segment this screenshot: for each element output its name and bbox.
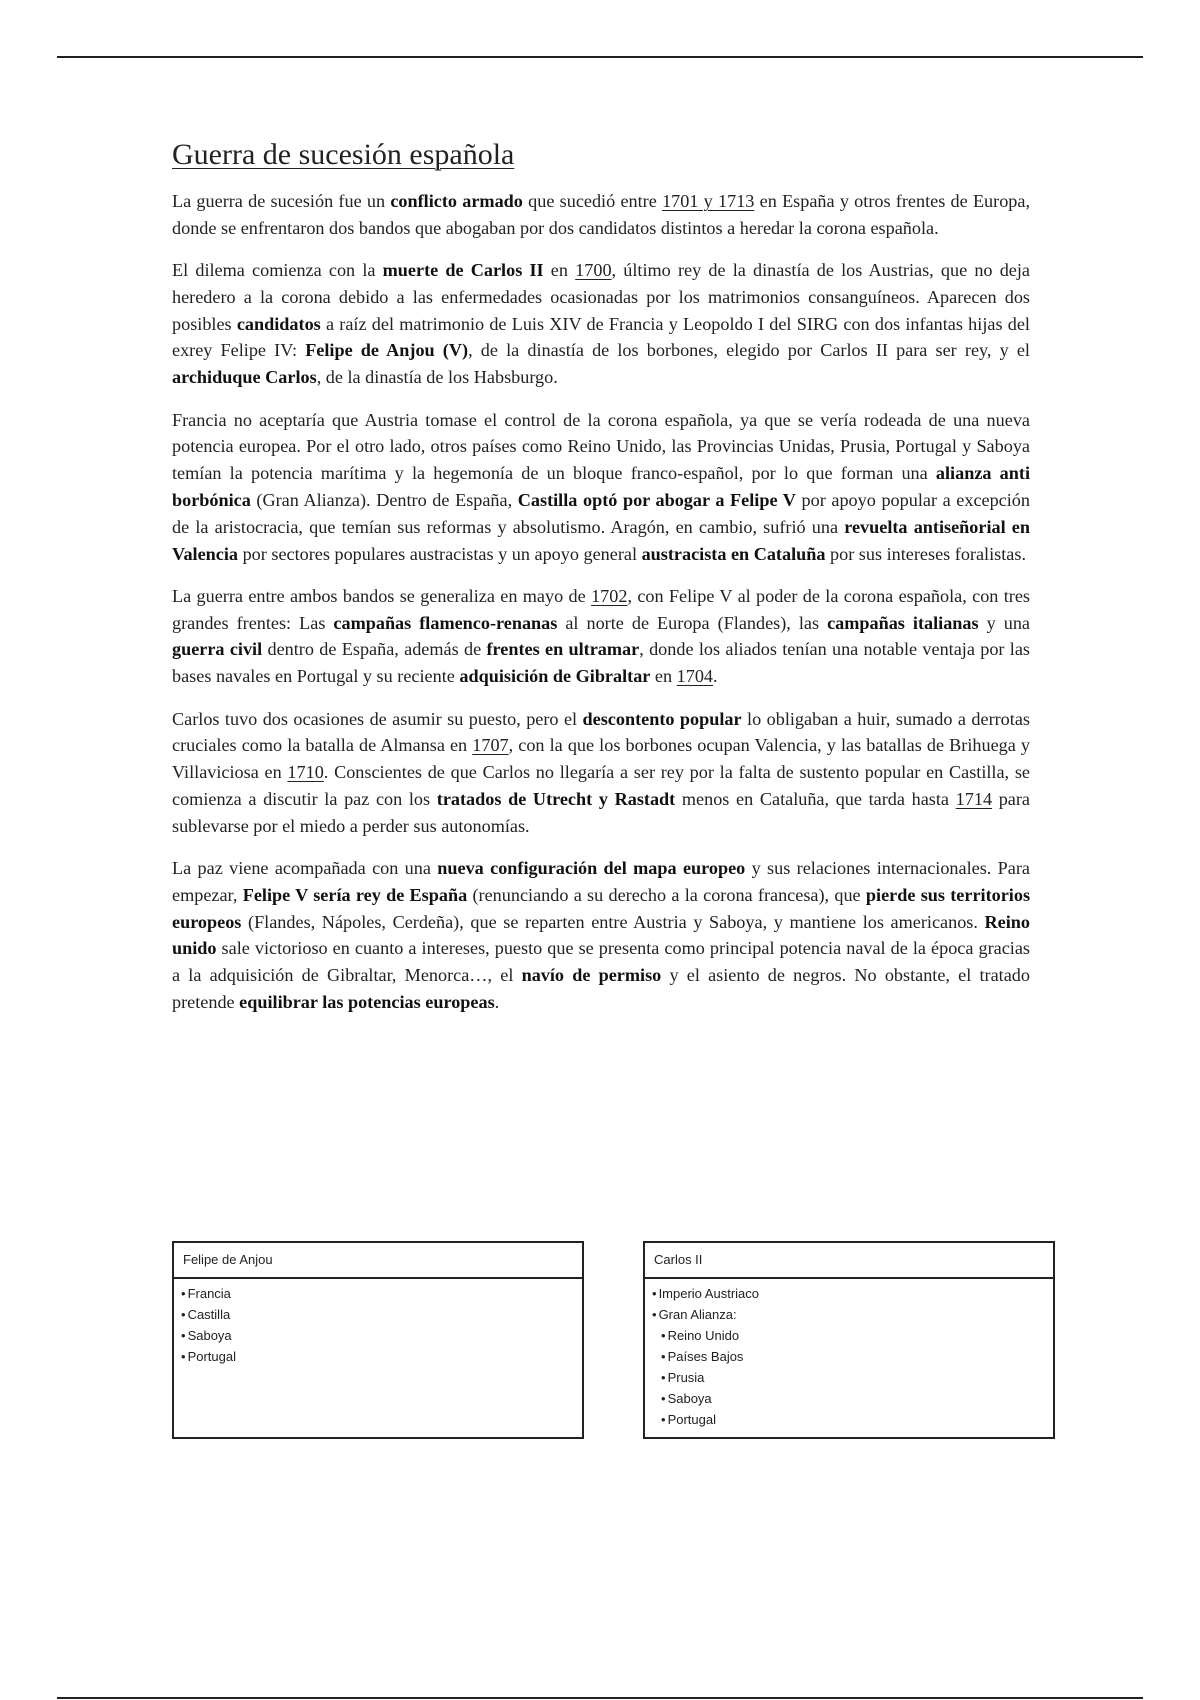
list-item: • Prusia [652,1367,1053,1388]
box-header: Carlos II [645,1243,1053,1279]
bottom-rule [57,1697,1143,1699]
paragraph-5: Carlos tuvo dos ocasiones de asumir su puesto, pero el descontento popular lo obligaban a huir, sumado a derrotas cruciales como la batalla de Almansa en 1707, con la que los borbones ocupan Valencia, y las batallas de Brihuega y Villaviciosa en 1710. Conscientes de que Carlos no llegaría a ser rey por la falta de sustento popular en Castilla, se comienza a discutir la paz con los tratados de Utrecht y Rastadt menos en Cataluña, que tarda hasta 1714 para sublevarse por el miedo a perder sus autonomías. [172,708,1031,836]
list-item: • Saboya [181,1325,582,1346]
list-item: • Gran Alianza: [652,1304,1053,1325]
paragraph-4: La guerra entre ambos bandos se generaliza en mayo de 1702, con Felipe V al poder de la corona española, con tres grandes frentes: Las campañas flamenco-renanas al norte de Europa (Flandes), las campañas italianas y una guerra civil dentro de España, además de frentes en ultramar, donde los aliados tenían una notable ventaja por las bases navales en Portugal y su reciente adquisición de Gibraltar en 1704. [172,585,1030,687]
list-item: • Portugal [181,1346,582,1367]
list-item: • Países Bajos [652,1346,1053,1367]
document-body [172,138,1030,1031]
top-rule [57,56,1143,58]
box-list [174,1279,582,1367]
list-item: • Saboya [652,1388,1053,1409]
paragraph-6: La paz viene acompañada con una nueva configuración del mapa europeo y sus relaciones internacionales. Para empezar, Felipe V sería rey de España (renunciando a su derecho a la corona francesa), que pierde sus territorios europeos (Flandes, Nápoles, Cerdeña), que se reparten entre Austria y Saboya, y mantiene los americanos. Reino unido sale victorioso en cuanto a intereses, puesto que se presenta como principal potencia naval de la época gracias a la adquisición de Gibraltar, Menorca…, el navío de permiso y el asiento de negros. No obstante, el tratado pretende equilibrar las potencias europeas. [172,858,1031,1013]
paragraph-2: El dilema comienza con la muerte de Carlos II en 1700, último rey de la dinastía de los Austrias, que no deja heredero a la corona debido a las enfermedades ocasionadas por los matrimonios consanguíneos. Aparecen dos posibles candidatos a raíz del matrimonio de Luis XIV de Francia y Leopoldo I del SIRG con dos infantas hijas del exrey Felipe IV: Felipe de Anjou (V), de la dinastía de los borbones, elegido por Carlos II para ser rey, y el archiduque Carlos, de la dinastía de los Habsburgo. [172,260,1031,388]
list-item: • Reino Unido [652,1325,1053,1346]
list-item: • Francia [181,1283,582,1304]
box-header: Felipe de Anjou [174,1243,582,1279]
list-item: • Portugal [652,1409,1053,1430]
paragraph-3: Francia no aceptaría que Austria tomase el control de la corona española, ya que se vería rodeada de una nueva potencia europea. Por el otro lado, otros países como Reino Unido, las Provincias Unidas, Prusia, Portugal y Saboya temían la potencia marítima y la hegemonía de un bloque franco-español, por lo que forman una alianza anti borbónica (Gran Alianza). Dentro de España, Castilla optó por abogar a Felipe V por apoyo popular a excepción de la aristocracia, que temían sus reformas y absolutismo. Aragón, en cambio, sufrió una revuelta antiseñorial en Valencia por sectores populares austracistas y un apoyo general austracista en Cataluña por sus intereses foralistas. [172,409,1030,564]
list-item: • Imperio Austriaco [652,1283,1053,1304]
felipe-side-box [172,1241,584,1439]
sides-comparison [172,1241,1057,1441]
box-list [645,1279,1053,1430]
carlos-side-box [643,1241,1055,1439]
page-title: Guerra de sucesión española [172,138,515,171]
paragraph-1: La guerra de sucesión fue un conflicto armado que sucedió entre 1701 y 1713 en España y otros frentes de Europa, donde se enfrentaron dos bandos que abogaban por dos candidatos distintos a heredar la corona española. [172,191,1031,238]
list-item: • Castilla [181,1304,582,1325]
